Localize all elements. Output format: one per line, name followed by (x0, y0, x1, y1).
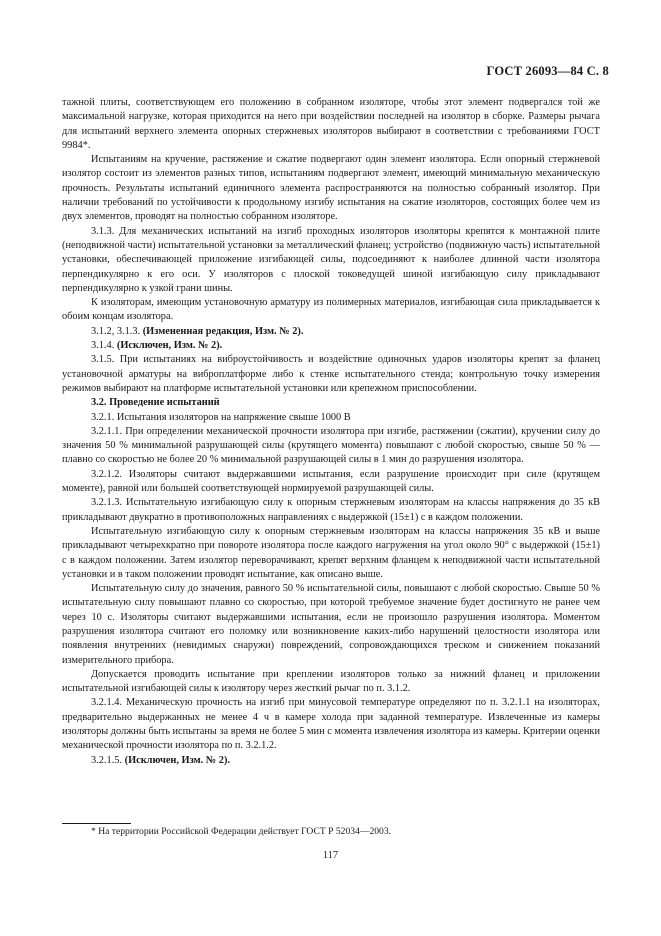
paragraph: 3.2.1.1. При определении механической прочности изолятора при изгибе, растяжении (сжатии), кручении силу до значения 50 % минимальной разрушающей силы (крутящего момента) повышают с любой скоростью, свыше 50 % — плавно со скоростью не более 20 % минимальной разрушающей силы в 1 мин до разрушения изолятора. (62, 425, 600, 466)
document-header: ГОСТ 26093—84 С. 8 (486, 64, 609, 78)
footnote: * На территории Российской Федерации действует ГОСТ Р 52034—2003. (91, 826, 392, 837)
paragraph: Допускается проводить испытание при креплении изоляторов только за нижний фланец и приложении испытательной изгибающей силы к изолятору через жесткий рычаг по п. 3.1.2. (62, 668, 600, 695)
amendment-note (62, 754, 600, 768)
paragraph: Испытаниям на кручение, растяжение и сжатие подвергают один элемент изолятора. Если опорный стержневой изолятор состоит из элементов разных типов, испытаниям подвергают элемент, имеющий минимальную механическую прочность. Результаты испытаний единичного элемента распространяются на полностью собранный изолятор. При наличии требований по устойчивости к продольному изгибу испытания на сжатие изоляторов, состоящих более чем из двух элементов, проводят на полностью собранном изоляторе. (62, 154, 600, 223)
document-body (62, 96, 600, 768)
amendment-text: (Измененная редакция, Изм. № 2). (142, 325, 304, 337)
paragraph: К изоляторам, имеющим установочную арматуру из полимерных материалов, изгибающая сила прикладывается к обоим концам изолятора. (62, 297, 600, 323)
paragraph: 3.1.5. При испытаниях на виброустойчивость и воздействие одиночных ударов изоляторы крепят за фланец установочной арматуры на виброплатформе либо к стенке испытательного стенда; контрольную точку измерения режимов выбирают на платформе испытательной установки или крепежном приспособлении. (62, 354, 600, 394)
amendment-note (62, 325, 600, 339)
paragraph: Испытательную силу до значения, равного 50 % испытательной силы, повышают с любой скоростью. Свыше 50 % испытательную силу повышают плавно со скоростью, при которой требуемое значение будет достигнуто не ранее чем через 10 с. Изоляторы считают выдержавшими испытания, если не произошло разрушения изолятора. Моментом разрушения изолятора считают его поломку или возникновение каких-либо нарушений целостности изолятора или появления внутренних (невидимых снаружи) повреждений, сопровождающихся треском и снижением показаний измерительного прибора. (62, 583, 600, 666)
clause-number: 3.1.2, 3.1.3. (91, 325, 141, 337)
page-number: 117 (322, 850, 339, 861)
paragraph: 3.1.3. Для механических испытаний на изгиб проходных изоляторов изоляторы крепятся к монтажной плите (неподвижной части) испытательной установки за металлический фланец; устройство (подвижную часть) испытательной установки, обеспечивающей приложение изгибающей силы, подсоединяют к наиболее длинной части изолятора перпендикулярно к его оси. У изоляторов с плоской токоведущей шиной изгибающую силу прикладывают перпендикулярно к узкой грани шины. (62, 225, 600, 294)
amendment-note (62, 339, 600, 353)
paragraph: 3.2.1.4. Механическую прочность на изгиб при минусовой температуре определяют по п. 3.2.1.1 на изоляторах, предварительно выдержанных не менее 4 ч в камере холода при заданной температуре. Извлеченные из камеры изоляторы должны быть испытаны за время не более 5 мин с момента извлечения изолятора из камеры. Критерии оценки механической прочности изолятора по п. 3.2.1.2. (62, 697, 600, 752)
paragraph: 3.2.1.2. Изоляторы считают выдержавшими испытания, если разрушение происходит при силе (крутящем моменте), равной или большей соответствующей нормируемой разрушающей силы. (62, 468, 600, 495)
amendment-text: (Исключен, Изм. № 2). (116, 340, 223, 352)
section-heading: 3.2. Проведение испытаний (91, 397, 220, 409)
footnote-divider (62, 823, 131, 824)
clause-number: 3.2.1.5. (91, 754, 123, 766)
paragraph: Испытательную изгибающую силу к опорным стержневым изоляторам на классы напряжения 35 кВ и выше прикладывают четырехкратно при повороте изолятора после каждого нагружения на угол около 90° с выдержкой (15±1) с в каждом положении. Затем изолятор переворачивают, крепят верхним фланцем к неподвижной части испытательной установки и в таком положении проводят испытание, как описано выше. (62, 525, 600, 580)
paragraph: тажной плиты, соответствующем его положению в собранном изоляторе, чтобы этот элемент подвергался той же максимальной нагрузке, которая приходится на него при воздействии последней на изолятор в сборке. Размеры рычага для испытаний верхнего элемента опорных стержневых изоляторов выбирают в соответствии с требованиями ГОСТ 9984*. (62, 97, 600, 151)
paragraph: 3.2.1.3. Испытательную изгибающую силу к опорным стержневым изоляторам на классы напряжения до 35 кВ прикладывают двукратно в противоположных направлениях с выдержкой (15±1) с в каждом положении. (62, 497, 600, 523)
paragraph: 3.2.1. Испытания изоляторов на напряжение свыше 1000 В (91, 411, 351, 423)
amendment-text: (Исключен, Изм. № 2). (124, 754, 230, 766)
clause-number: 3.1.4. (91, 340, 115, 352)
